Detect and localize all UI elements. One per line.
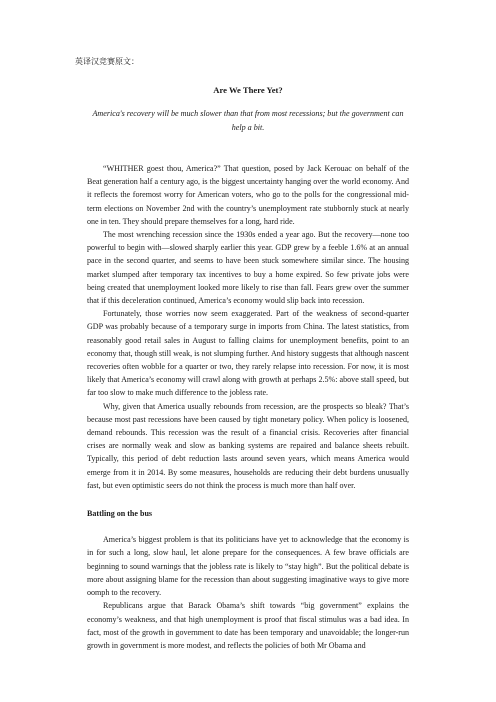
paragraph-4: Why, given that America usually rebounds from recession, are the prospects so bleak? That’s because most past recessions have been caused by tight monetary policy. When policy is loosened, demand rebounds. This recession was the result of a financial crisis. Recoveries after financial crises are normally weak and slow as banking systems are repaired and balance sheets rebuilt. Typically, this period of debt reduction lasts around seven years, which means America would emerge from it in 2014. By some measures, households are reducing their debt burdens unusually fast, but even optimistic seers do not think the process is much more than half over. <box>87 401 409 490</box>
paragraph-5: America’s biggest problem is that its politicians have yet to acknowledge that the economy is in for such a long, slow haul, let alone prepare for the consequences. A few brave officials are beginning to sound warnings that the jobless rate is likely to “stay high”. But the political debate is more about assigning blame for the recession than about suggesting imaginative ways to give more oomph to the recovery. <box>87 535 409 598</box>
article-body <box>87 150 409 652</box>
article-title: Are We There Yet? <box>213 85 283 95</box>
paragraph-2: The most wrenching recession since the 1930s ended a year ago. But the recovery—none too powerful to begin with—slowed sharply earlier this year. GDP grew by a feeble 1.6% at an annual pace in the second quarter, and seems to have been stuck somewhere similar since. The housing market slumped after temporary tax incentives to buy a home expired. So few private jobs were being created that unemployment looked more likely to rise than fall. Fears grew over the summer that if this deceleration continued, America’s economy would slip back into recession. <box>87 230 409 306</box>
paragraph-1: “WHITHER goest thou, America?” That question, posed by Jack Kerouac on behalf of the Beat generation half a century ago, is the biggest uncertainty hanging over the world economy. And it reflects the foremost worry for American voters, who go to the polls for the congressional mid-term elections on November 2nd with the country’s unemployment rate stubbornly stuck at nearly one in ten. They should prepare themselves for a long, hard ride. <box>87 164 409 226</box>
paragraph-6: Republicans argue that Barack Obama’s shift towards “big government” explains the economy’s weakness, and that high unemployment is proof that fiscal stimulus was a bad idea. In fact, most of the growth in government to date has been temporary and unavoidable; the longer-run growth in government is more modest, and reflects the policies of both Mr Obama and <box>87 601 409 650</box>
article-subtitle: America's recovery will be much slower than that from most recessions; but the government can help a bit. <box>92 109 404 132</box>
section-heading: Battling on the bus <box>87 509 153 519</box>
header-label: 英译汉竞赛原文： <box>75 57 139 66</box>
paragraph-3: Fortunately, those worries now seem exaggerated. Part of the weakness of second-quarter GDP was probably because of a temporary surge in imports from China. The latest statistics, from reasonably good retail sales in August to falling claims for unemployment benefits, point to an economy that, though still weak, is not slumping further. And history suggests that although nascent recoveries often wobble for a quarter or two, they rarely relapse into recession. For now, it is most likely that America’s economy will crawl along with growth at perhaps 2.5%: above stall speed, but far too slow to make much difference to the jobless rate. <box>87 309 409 398</box>
